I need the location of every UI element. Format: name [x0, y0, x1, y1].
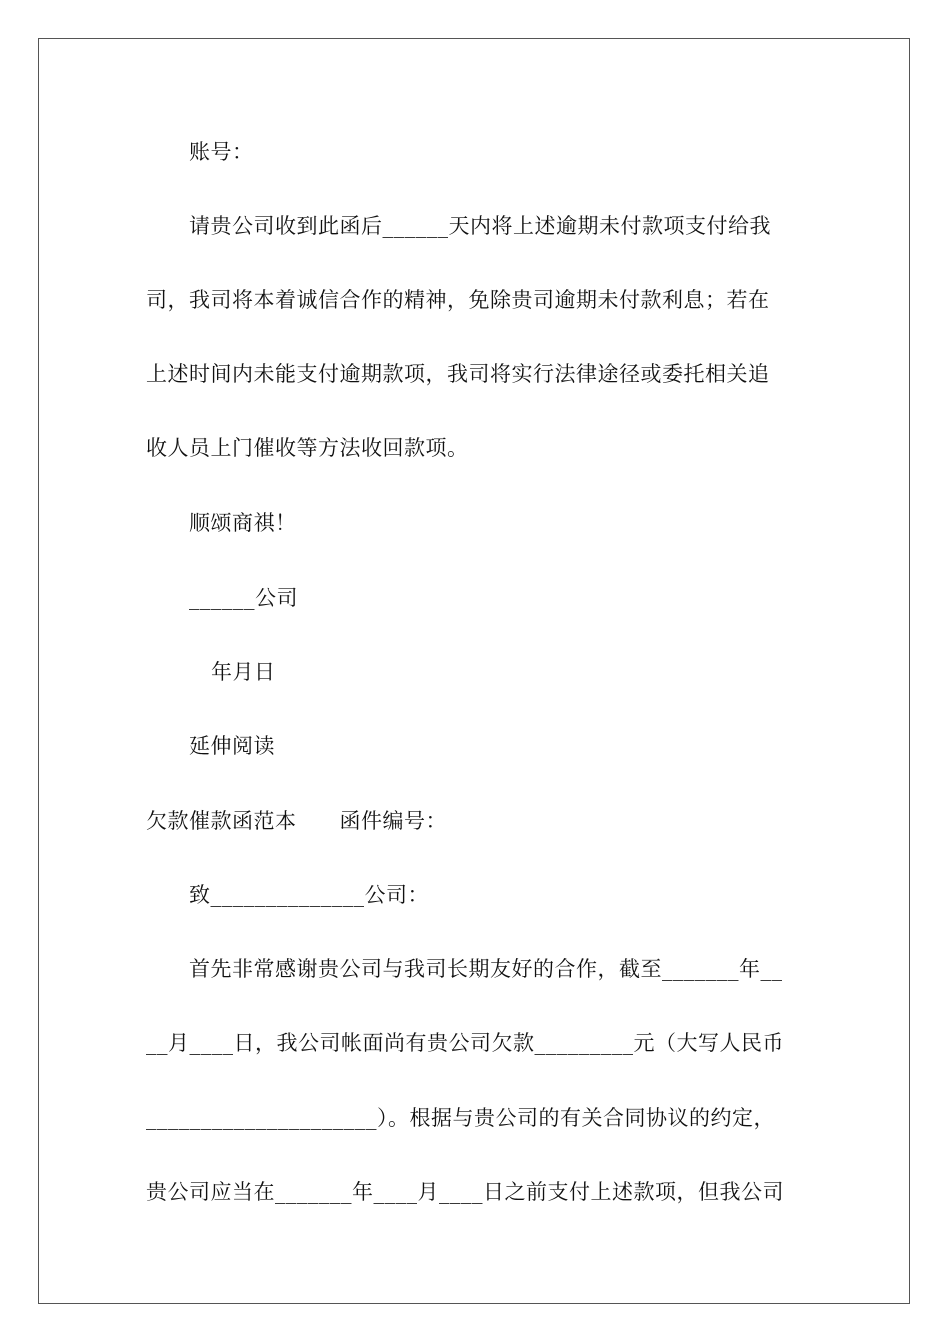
- paragraph-line: __月____日，我公司帐面尚有贵公司欠款_________元（大写人民币: [146, 1031, 784, 1055]
- signature-date: 年月日: [211, 660, 276, 684]
- paragraph-line: 贵公司应当在_______年____月____日之前支付上述款项，但我公司: [146, 1180, 784, 1204]
- account-line: 账号：: [189, 140, 254, 164]
- signature-company: ______公司: [189, 586, 298, 610]
- recipient-line: 致______________公司：: [189, 883, 429, 907]
- template-title: 欠款催款函范本 函件编号：: [146, 809, 447, 833]
- paragraph-line: 请贵公司收到此函后______天内将上述逾期未付款项支付给我: [189, 214, 771, 238]
- paragraph-line: _____________________）。根据与贵公司的有关合同协议的约定，: [146, 1106, 775, 1130]
- section-heading-extended-reading: 延伸阅读: [189, 734, 275, 758]
- paragraph-line: 司，我司将本着诚信合作的精神，免除贵司逾期未付款利息；若在: [146, 288, 770, 312]
- paragraph-line: 收人员上门催收等方法收回款项。: [146, 436, 469, 460]
- paragraph-line: 首先非常感谢贵公司与我司长期友好的合作，截至_______年__: [189, 957, 783, 981]
- closing-salutation: 顺颂商祺！: [189, 511, 297, 535]
- paragraph-line: 上述时间内未能支付逾期款项，我司将实行法律途径或委托相关追: [146, 362, 770, 386]
